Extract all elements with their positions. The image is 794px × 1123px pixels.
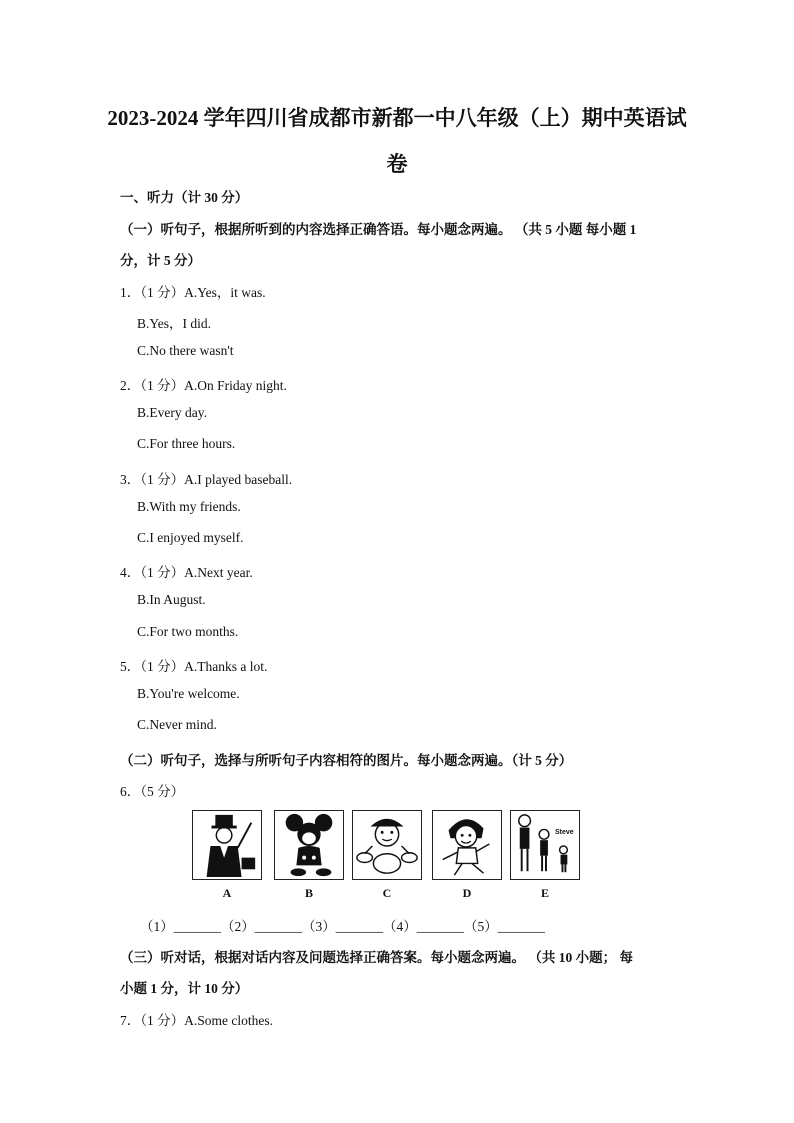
question-1-stem: 1．（1 分）A.Yes，it was.	[120, 285, 266, 300]
question-3-option-c: C.I enjoyed myself.	[137, 530, 244, 545]
part1-instruction-line1: （一）听句子，根据所听到的内容选择正确答语。每小题念两遍。 （共 5 小题 每小题 1	[120, 222, 637, 237]
part2-instruction: （二）听句子，选择与所听句子内容相符的图片。每小题念两遍。（计 5 分）	[120, 753, 573, 768]
title-line-1: 2023-2024 学年四川省成都市新都一中八年级（上）期中英语试	[107, 106, 687, 130]
magician-icon	[192, 810, 262, 880]
question-2-option-b: B.Every day.	[137, 405, 207, 420]
part3-instruction-line2: 小题 1 分，计 10 分）	[120, 981, 249, 996]
part1-instruction-line2: 分，计 5 分）	[120, 253, 201, 268]
question-5-option-c: C.Never mind.	[137, 717, 217, 732]
mickey-mouse-icon	[274, 810, 344, 880]
question-3-stem: 3．（1 分）A.I played baseball.	[120, 472, 293, 487]
section-heading-listening: 一、听力（计 30 分）	[120, 190, 249, 205]
question-5-stem: 5．（1 分）A.Thanks a lot.	[120, 659, 268, 674]
drummer-icon	[352, 810, 422, 880]
running-girl-icon	[432, 810, 502, 880]
page-title	[100, 95, 694, 187]
question-2-option-c: C.For three hours.	[137, 436, 236, 451]
part3-instruction-line1: （三）听对话，根据对话内容及问题选择正确答案。每小题念两遍。 （共 10 小题； 每	[120, 950, 633, 965]
picture-label-e: E	[540, 886, 549, 900]
question-3-option-b: B.With my friends.	[137, 499, 241, 514]
family-icon	[510, 810, 580, 880]
picture-label-d: D	[462, 886, 472, 900]
picture-row	[192, 810, 592, 902]
question-6-stem: 6．（5 分）	[120, 784, 185, 799]
question-1-option-c: C.No there wasn't	[137, 343, 234, 358]
question-2-stem: 2．（1 分）A.On Friday night.	[120, 378, 287, 393]
picture-label-c: C	[382, 886, 392, 900]
question-4-stem: 4．（1 分）A.Next year.	[120, 565, 253, 580]
question-5-option-b: B.You're welcome.	[137, 686, 240, 701]
picture-label-b: B	[304, 886, 313, 900]
title-line-2: 卷	[386, 152, 408, 176]
picture-label-a: A	[222, 886, 232, 900]
question-1-option-b: B.Yes，I did.	[137, 316, 212, 331]
question-7-stem: 7．（1 分）A.Some clothes.	[120, 1013, 273, 1028]
question-4-option-c: C.For two months.	[137, 624, 239, 639]
question-4-option-b: B.In August.	[137, 592, 206, 607]
answer-blanks: （1）_______（2）_______（3）_______（4）_______（5）_______	[140, 919, 545, 934]
steve-caption: Steve	[555, 829, 574, 836]
